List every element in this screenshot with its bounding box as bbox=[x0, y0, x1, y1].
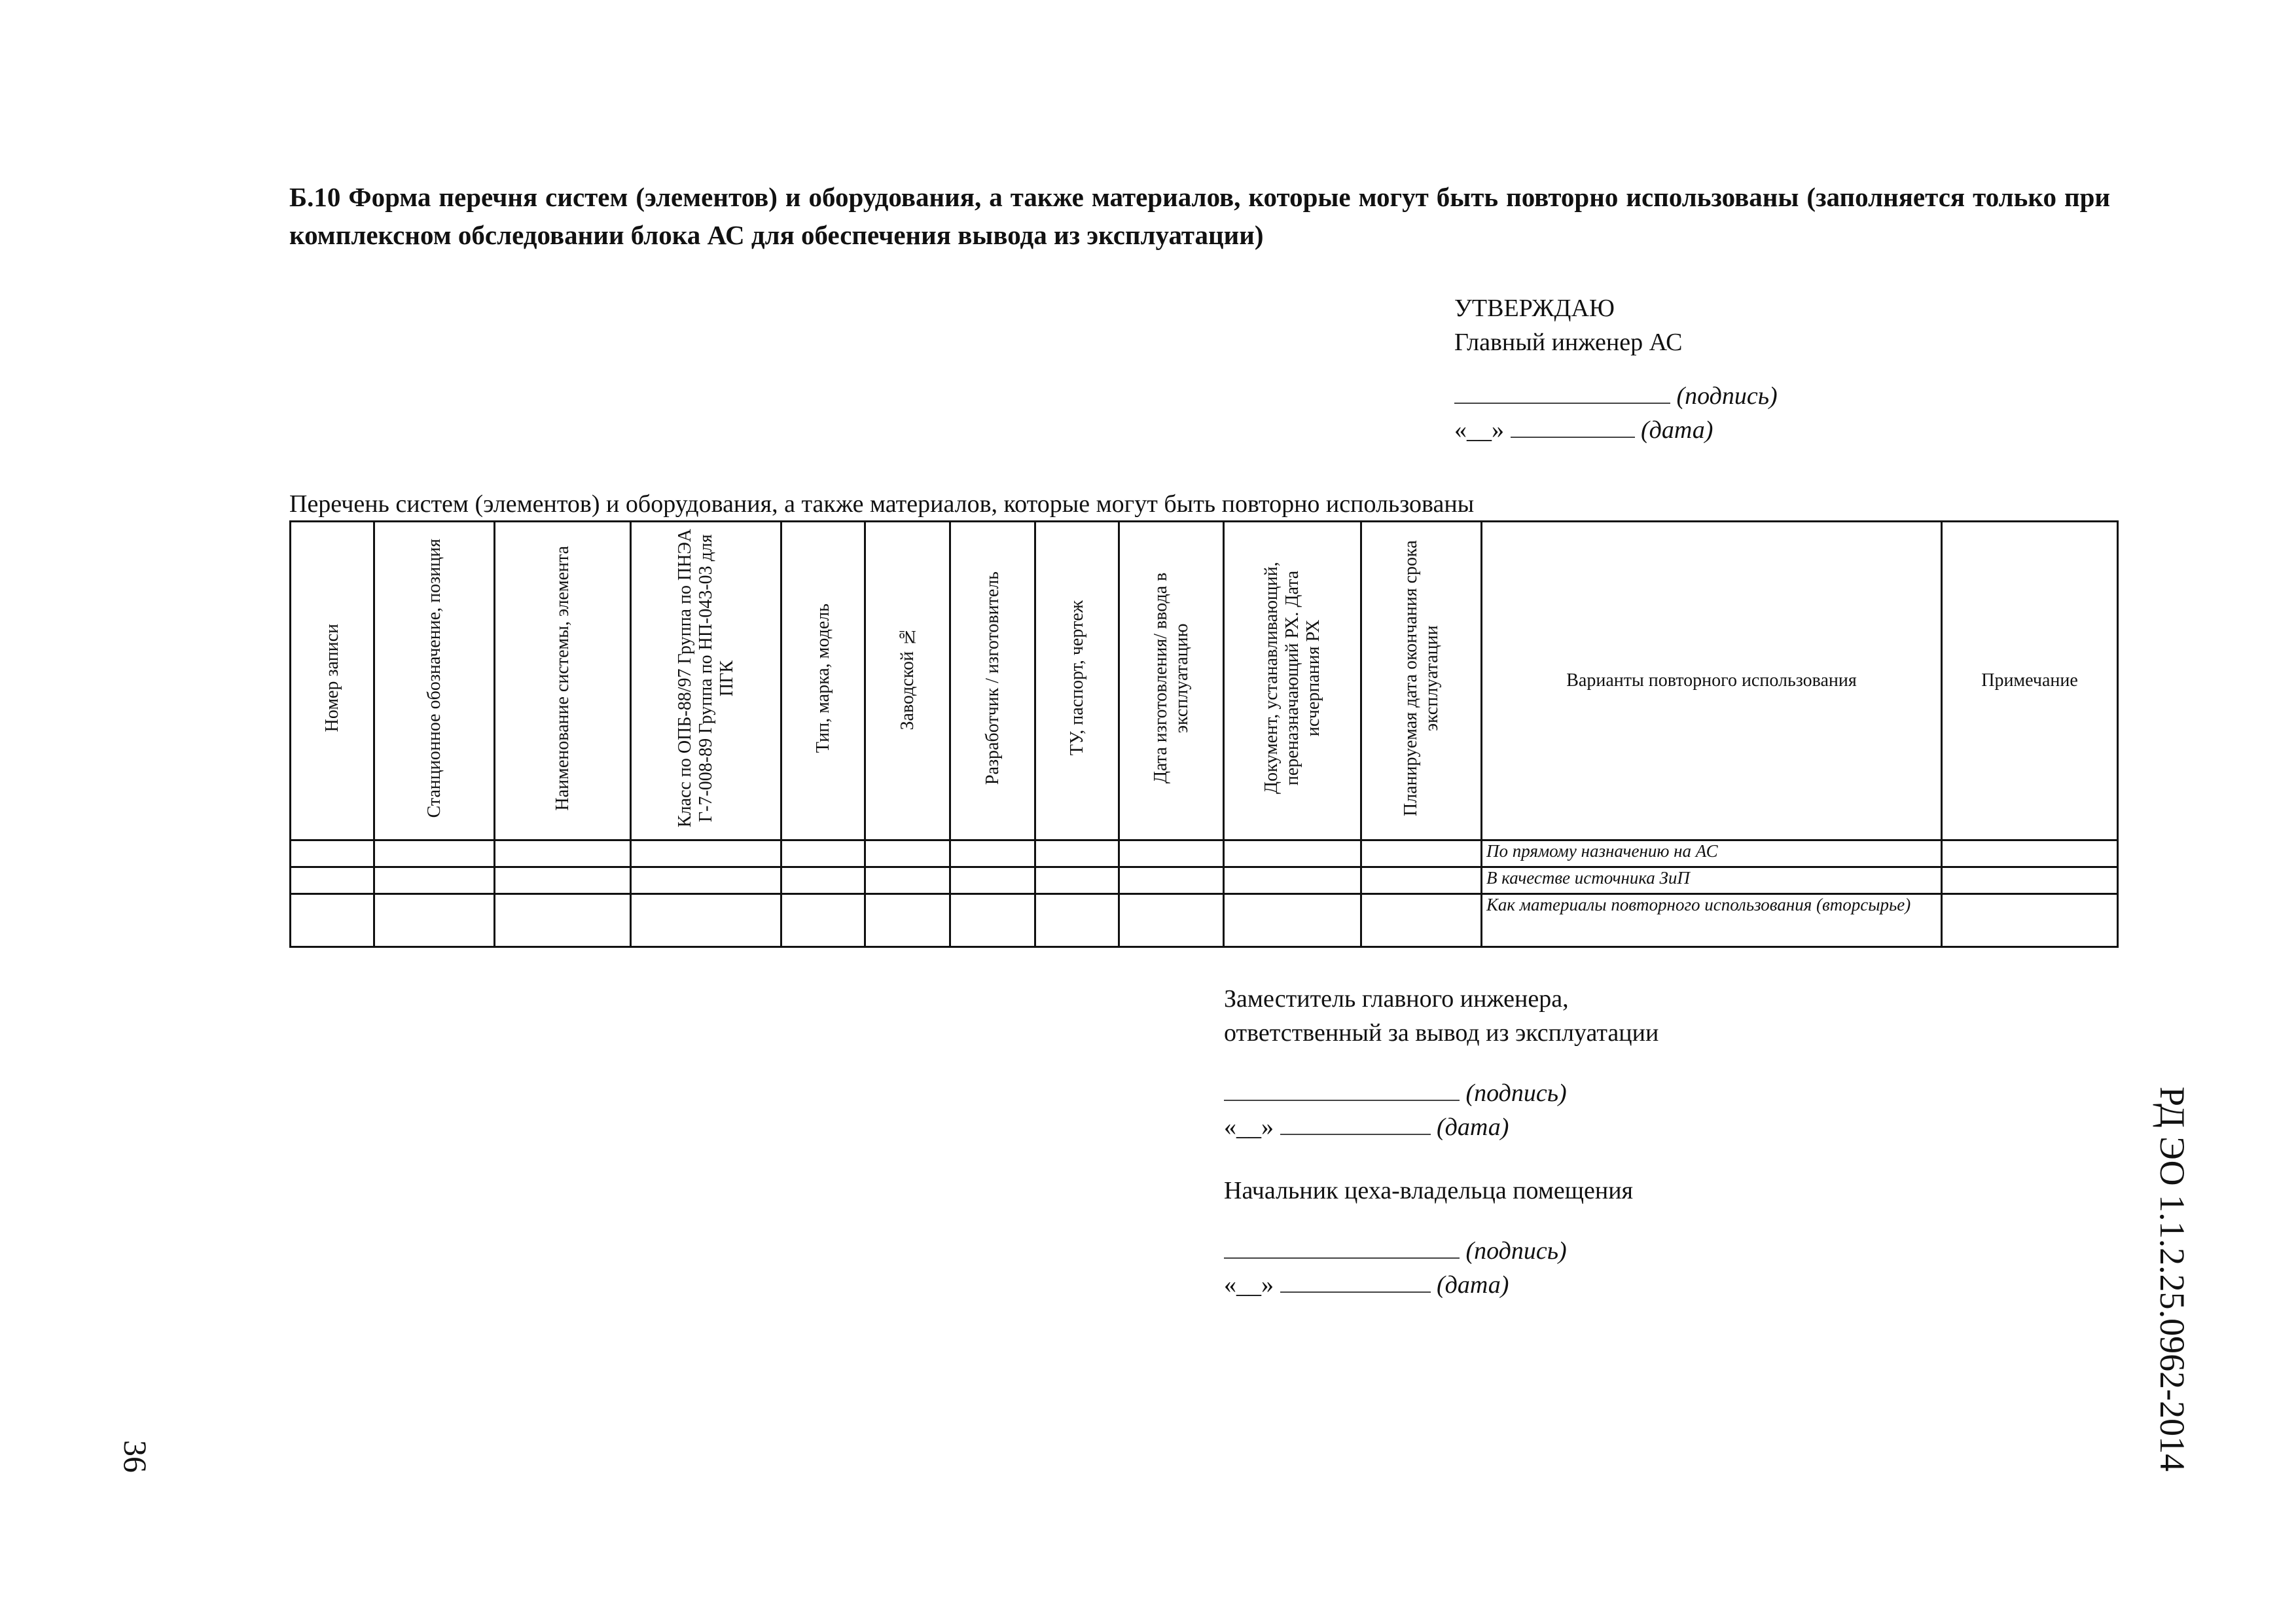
chief-date-prefix: «__» bbox=[1224, 1271, 1274, 1299]
table-cell[interactable] bbox=[1035, 867, 1119, 894]
deputy-date-prefix: «__» bbox=[1224, 1113, 1274, 1141]
date-blank[interactable] bbox=[1280, 1114, 1431, 1135]
chief-date-line bbox=[1224, 1268, 1633, 1302]
date-blank[interactable] bbox=[1280, 1272, 1431, 1293]
chief-title: Начальник цеха-владельца помещения bbox=[1224, 1177, 1634, 1204]
header-cell bbox=[495, 522, 631, 840]
table-cell[interactable] bbox=[631, 840, 781, 867]
table-cell[interactable] bbox=[1361, 894, 1482, 947]
header-label: Разработчик / изготовитель bbox=[982, 571, 1003, 785]
approval-signature-label: (подпись) bbox=[1676, 382, 1778, 410]
header-label: Планируемая дата окончания срока эксплуатации bbox=[1400, 540, 1442, 816]
table-cell[interactable] bbox=[1942, 867, 2118, 894]
reuse-option-cell: По прямому назначению на АС bbox=[1482, 840, 1942, 867]
header-label: Дата изготовления/ ввода в эксплуатацию bbox=[1150, 572, 1192, 784]
header-label: Варианты повторного использования bbox=[1566, 670, 1857, 691]
header-cell bbox=[1942, 522, 2118, 840]
table-cell[interactable] bbox=[1224, 867, 1361, 894]
header-cell bbox=[1224, 522, 1361, 840]
table-cell[interactable] bbox=[631, 867, 781, 894]
form-heading: Б.10 Форма перечня систем (элементов) и оборудования, а также материалов, которые могут быть повторно использованы (заполняется только при комплексном обследовании блока АС для обеспечения вывода из эксплуатации) bbox=[289, 182, 2110, 250]
deputy-signature-label: (подпись) bbox=[1465, 1079, 1567, 1107]
header-label: Документ, устанавливающий, переназначающий РХ. Дата исчерпания РХ bbox=[1261, 562, 1323, 795]
signature-blank[interactable] bbox=[1224, 1238, 1460, 1259]
table-cell[interactable] bbox=[1119, 867, 1224, 894]
header-cell bbox=[374, 522, 495, 840]
deputy-date-label: (дата) bbox=[1437, 1113, 1509, 1141]
table-cell[interactable] bbox=[631, 894, 781, 947]
deputy-signature-line bbox=[1224, 1076, 1659, 1110]
table-row bbox=[291, 867, 2118, 894]
header-cell bbox=[950, 522, 1035, 840]
chief-date-label: (дата) bbox=[1437, 1271, 1509, 1299]
table-cell[interactable] bbox=[495, 867, 631, 894]
table-cell[interactable] bbox=[781, 867, 865, 894]
document-code: РД ЭО 1.1.2.25.0962-2014 bbox=[2153, 1087, 2192, 1472]
table-cell[interactable] bbox=[1119, 894, 1224, 947]
header-label: Примечание bbox=[1981, 670, 2078, 691]
approval-date-prefix: «__» bbox=[1454, 416, 1504, 444]
header-cell bbox=[781, 522, 865, 840]
header-cell bbox=[865, 522, 950, 840]
page-number: 36 bbox=[117, 1440, 154, 1473]
reuse-option-cell: В качестве источника ЗиП bbox=[1482, 867, 1942, 894]
approval-signature-line bbox=[1454, 379, 1778, 413]
table-cell[interactable] bbox=[781, 894, 865, 947]
header-label: ТУ, паспорт, чертеж bbox=[1066, 600, 1087, 756]
table-cell[interactable] bbox=[1035, 894, 1119, 947]
signature-blank[interactable] bbox=[1224, 1080, 1460, 1101]
table-cell[interactable] bbox=[865, 867, 950, 894]
header-cell bbox=[291, 522, 374, 840]
table-row bbox=[291, 840, 2118, 867]
approval-date-line bbox=[1454, 413, 1778, 447]
header-label: Тип, марка, модель bbox=[812, 603, 833, 753]
header-cell bbox=[1119, 522, 1224, 840]
table-cell[interactable] bbox=[1224, 894, 1361, 947]
table-cell[interactable] bbox=[291, 867, 374, 894]
table-cell[interactable] bbox=[1942, 894, 2118, 947]
table-cell[interactable] bbox=[291, 894, 374, 947]
table-cell[interactable] bbox=[1119, 840, 1224, 867]
chief-signature-label: (подпись) bbox=[1465, 1237, 1567, 1265]
reuse-option-cell: Как материалы повторного использования (вторсырье) bbox=[1482, 894, 1942, 947]
approval-date-label: (дата) bbox=[1641, 416, 1713, 444]
header-label: Станционное обозначение, позиция bbox=[423, 538, 444, 818]
table-cell[interactable] bbox=[1361, 840, 1482, 867]
approval-position: Главный инженер АС bbox=[1454, 329, 1683, 356]
table-cell[interactable] bbox=[950, 840, 1035, 867]
approval-block bbox=[1454, 291, 1778, 447]
table-cell[interactable] bbox=[865, 894, 950, 947]
deputy-title-line1: Заместитель главного инженера, bbox=[1224, 985, 1569, 1013]
table-cell[interactable] bbox=[950, 894, 1035, 947]
deputy-date-line bbox=[1224, 1110, 1659, 1144]
table-cell[interactable] bbox=[374, 894, 495, 947]
table-header-row bbox=[291, 522, 2118, 840]
table-cell[interactable] bbox=[495, 894, 631, 947]
date-blank[interactable] bbox=[1511, 417, 1635, 438]
header-cell bbox=[1035, 522, 1119, 840]
table-cell[interactable] bbox=[374, 840, 495, 867]
table-cell[interactable] bbox=[374, 867, 495, 894]
deputy-title-line2: ответственный за вывод из эксплуатации bbox=[1224, 1019, 1659, 1047]
header-label: Наименование системы, элемента bbox=[552, 545, 573, 811]
table-cell[interactable] bbox=[781, 840, 865, 867]
deputy-signature-block bbox=[1224, 982, 1659, 1144]
signature-blank[interactable] bbox=[1454, 383, 1670, 404]
table-cell[interactable] bbox=[291, 840, 374, 867]
table-cell[interactable] bbox=[1224, 840, 1361, 867]
table-cell[interactable] bbox=[1361, 867, 1482, 894]
header-cell bbox=[1361, 522, 1482, 840]
table-cell[interactable] bbox=[1035, 840, 1119, 867]
header-cell bbox=[631, 522, 781, 840]
chief-signature-line bbox=[1224, 1234, 1633, 1268]
reuse-list-table bbox=[289, 520, 2119, 948]
table-cell[interactable] bbox=[865, 840, 950, 867]
chief-signature-block bbox=[1224, 1174, 1633, 1302]
table-cell[interactable] bbox=[1942, 840, 2118, 867]
table-cell[interactable] bbox=[950, 867, 1035, 894]
table-cell[interactable] bbox=[495, 840, 631, 867]
table-caption: Перечень систем (элементов) и оборудования, а также материалов, которые могут быть повторно использованы bbox=[289, 490, 1475, 518]
header-label: Номер записи bbox=[321, 624, 342, 732]
approval-title: УТВЕРЖДАЮ bbox=[1454, 295, 1615, 322]
table-row bbox=[291, 894, 2118, 947]
header-label: Класс по ОПБ-88/97 Группа по ПНЭА Г-7-008-89 Группа по НП-043-03 для ПГК bbox=[674, 528, 737, 828]
header-cell bbox=[1482, 522, 1942, 840]
header-label: Заводской № bbox=[897, 626, 918, 731]
